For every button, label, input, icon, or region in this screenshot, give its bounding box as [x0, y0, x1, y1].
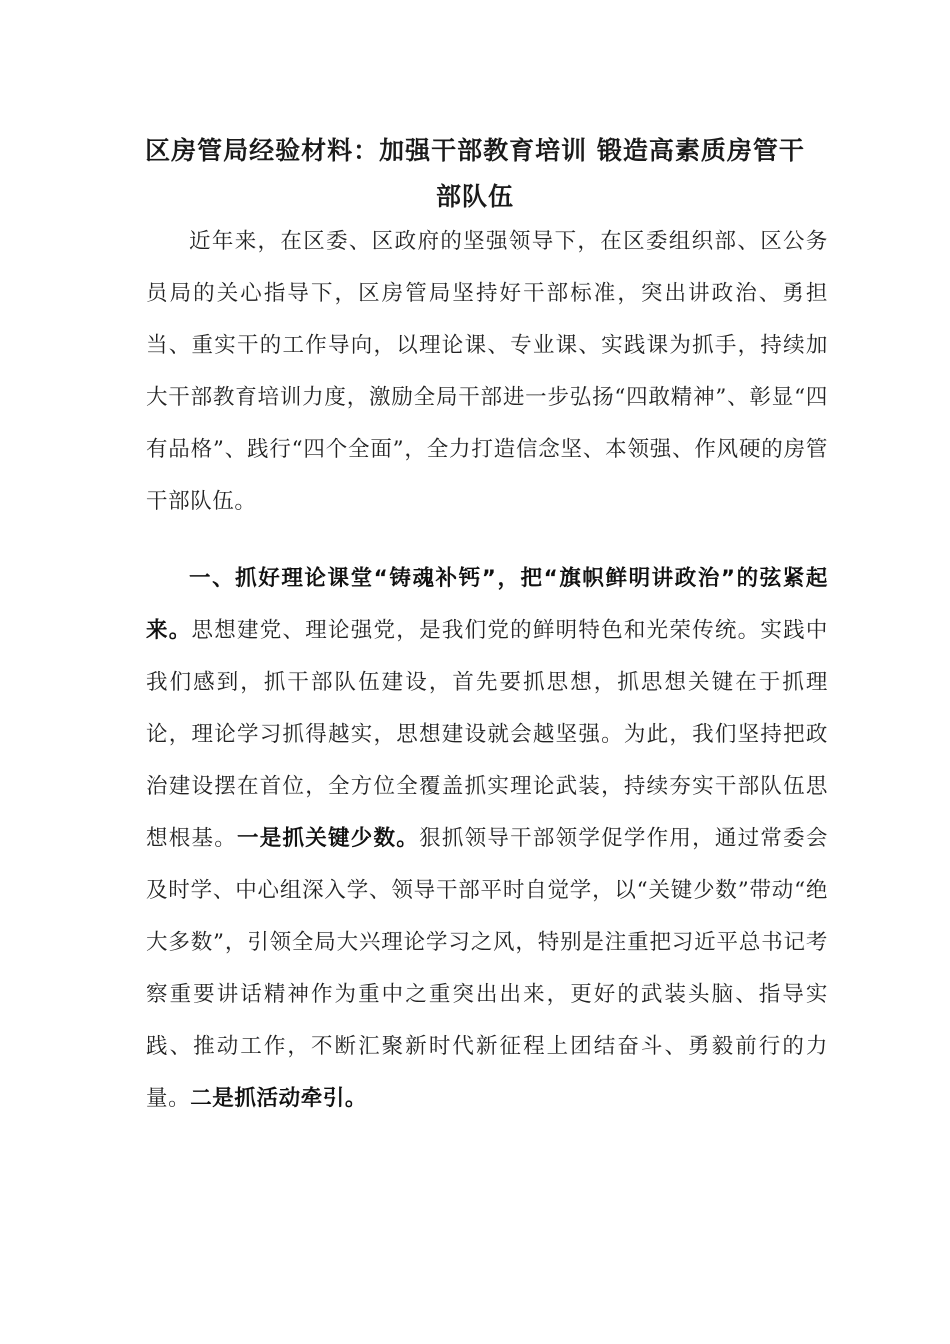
intro-paragraph: 近年来，在区委、区政府的坚强领导下，在区委组织部、区公务员局的关心指导下，区房管局坚持好干部标准，突出讲政治、勇担当、重实干的工作导向，以理论课、专业课、实践课为抓手，持续加大干部教育培训力度，激励全局干部进一步弘扬“四敢精神”、彰显“四有品格”、践行“四个全面”，全力打造信念坚、本领强、作风硬的房管干部队伍。 [146, 229, 828, 514]
section-one-point-1: 一是抓关键少数。 [237, 826, 420, 851]
section-one-body-2: 狠抓领导干部领学促学作用，通过常委会及时学、中心组深入学、领导干部平时自觉学，以“关键少数”带动“绝大多数”，引领全局大兴理论学习之风，特别是注重把习近平总书记考察重要讲话精神作为重中之重突出出来，更好的武装头脑、指导实践、推动工作，不断汇聚新时代新征程上团结奋斗、勇毅前行的力量。 [146, 826, 828, 1111]
section-one-paragraph [146, 553, 828, 1125]
section-one-heading: 一、抓好理论课堂“铸魂补钙”，把“旗帜鲜明讲政治”的弦紧起来。 [146, 566, 828, 643]
section-one-point-2: 二是抓活动牵引。 [190, 1086, 368, 1111]
document-title: 区房管局经验材料：加强干部教育培训 锻造高素质房管干部队伍 [145, 136, 805, 211]
section-one-body-1: 思想建党、理论强党，是我们党的鲜明特色和光荣传统。实践中我们感到，抓干部队伍建设，首先要抓思想，抓思想关键在于抓理论，理论学习抓得越实，思想建设就会越坚强。为此，我们坚持把政治建设摆在首位，全方位全覆盖抓实理论武装，持续夯实干部队伍思想根基。 [146, 618, 828, 851]
